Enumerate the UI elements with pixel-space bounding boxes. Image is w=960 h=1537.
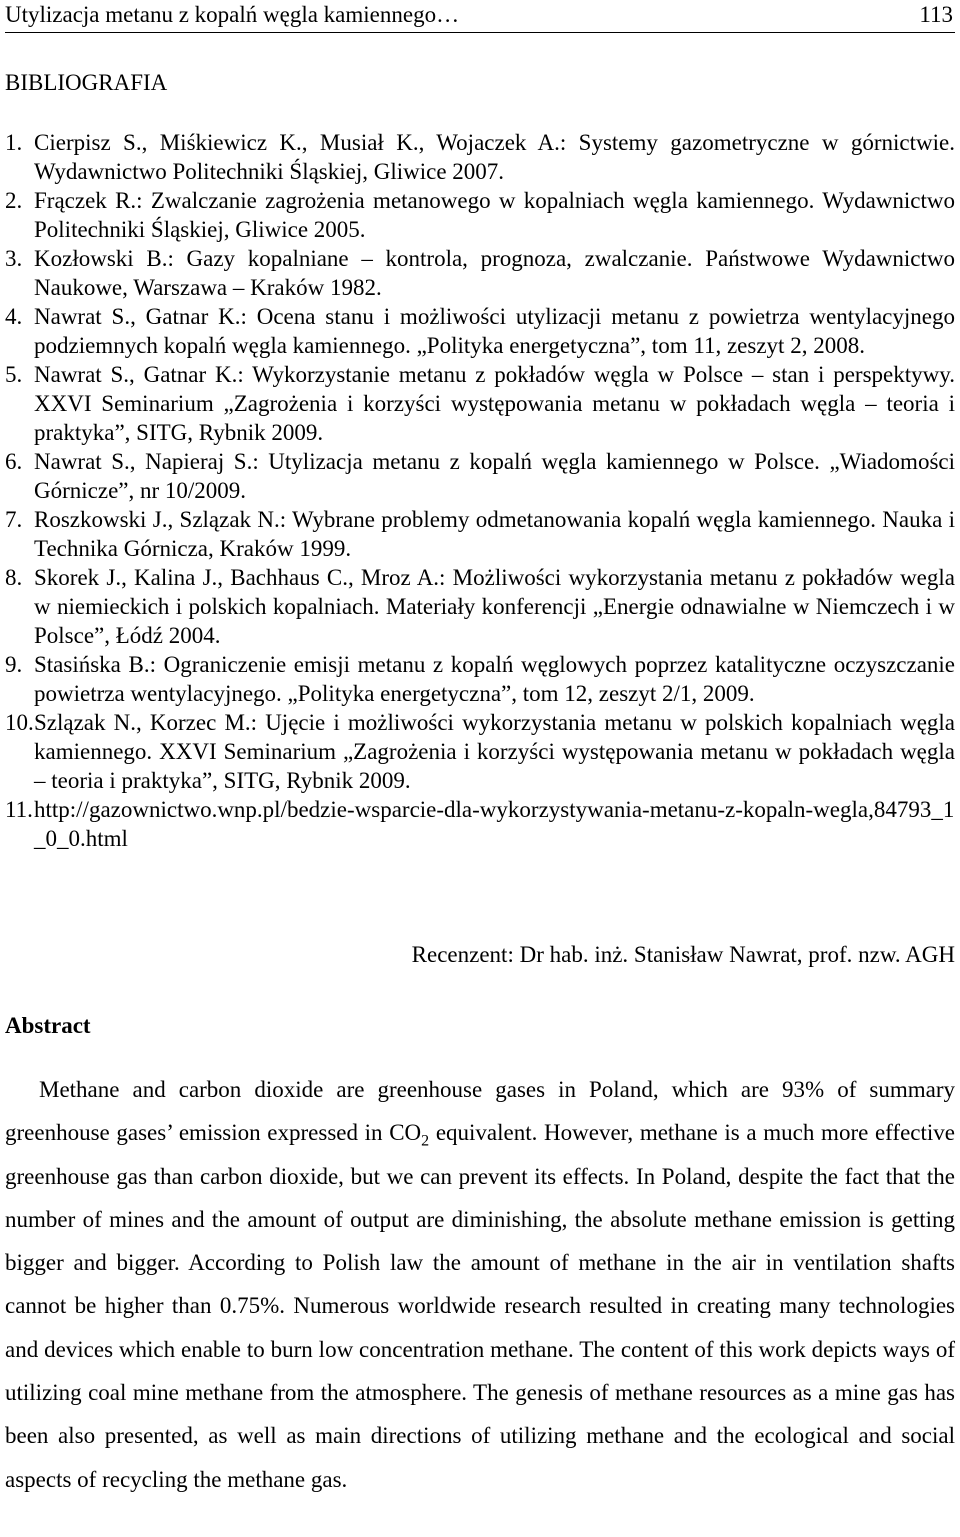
reference-number: 3. [5,246,23,271]
reference-number: 9. [5,652,23,677]
reference-item [5,186,955,244]
reference-number: 1. [5,130,23,155]
reference-number: 4. [5,304,23,329]
reference-text: Kozłowski B.: Gazy kopalniane – kontrola, prognoza, zwalczanie. Państwowe Wydawnictwo Naukowe, Warszawa – Kraków 1982. [34,246,955,300]
reference-list [5,128,955,853]
running-header [5,0,955,33]
abstract-heading: Abstract [5,1013,91,1038]
reference-item [5,360,955,447]
reference-item [5,244,955,302]
reference-item [5,563,955,650]
page-number: 113 [919,2,953,27]
running-title: Utylizacja metanu z kopalń węgla kamiennego… [5,2,460,27]
abstract-body [5,1068,955,1501]
reference-number: 8. [5,565,23,590]
reference-item [5,708,955,795]
reference-item [5,795,955,853]
bibliography-heading: BIBLIOGRAFIA [5,70,168,95]
reference-text: Nawrat S., Napieraj S.: Utylizacja metanu z kopalń węgla kamiennego w Polsce. „Wiadomości Górnicze”, nr 10/2009. [34,449,955,503]
reference-text: Skorek J., Kalina J., Bachhaus C., Mroz A.: Możliwości wykorzystania metanu z pokładów wegla w niemieckich i polskich kopalniach. Materiały konferencji „Energie odnawialne w Niemczech i w Polsce”, Łódź 2004. [34,565,955,648]
reference-text: Cierpisz S., Miśkiewicz K., Musiał K., Wojaczek A.: Systemy gazometryczne w górnictwie. Wydawnictwo Politechniki Śląskiej, Gliwice 2007. [34,130,955,184]
reference-number: 6. [5,449,23,474]
reference-number: 11. [5,797,33,822]
reference-number: 5. [5,362,23,387]
reference-text: Nawrat S., Gatnar K.: Wykorzystanie metanu z pokładów węgla w Polsce – stan i perspektywy. XXVI Seminarium „Zagrożenia i korzyści występowania metanu w pokładach węgla – teoria i praktyka”, SITG, Rybnik 2009. [34,362,955,445]
abstract-text-part1: Methane and carbon dioxide are greenhouse gases in Poland, which are 93% of summary greenhouse gases’ emission expressed in CO [5,1077,955,1146]
reference-number: 10. [5,710,34,735]
reference-item [5,302,955,360]
reference-item [5,128,955,186]
reference-number: 7. [5,507,23,532]
reviewer-note: Recenzent: Dr hab. inż. Stanisław Nawrat, prof. nzw. AGH [411,942,955,967]
reference-item [5,447,955,505]
reference-text: Stasińska B.: Ograniczenie emisji metanu z kopalń węglowych poprzez katalityczne oczyszczanie powietrza wentylacyjnego. „Polityka energetyczna”, tom 12, zeszyt 2/1, 2009. [34,652,955,706]
reference-item [5,505,955,563]
reference-number: 2. [5,188,23,213]
reference-text: Szlązak N., Korzec M.: Ujęcie i możliwości wykorzystania metanu w polskich kopalniach węgla kamiennego. XXVI Seminarium „Zagrożenia i korzyści występowania metanu w pokładach węgla – teoria i praktyka”, SITG, Rybnik 2009. [34,710,955,793]
abstract-text-part2: equivalent. However, methane is a much more effective greenhouse gas than carbon dioxide, but we can prevent its effects. In Poland, despite the fact that the number of mines and the amount of output are diminishing, the absolute methane emission is getting bigger and bigger. According to Polish law the amount of methane in the air in ventilation shafts cannot be higher than 0.75%. Numerous worldwide research resulted in creating many technologies and devices which enable to burn low concentration methane. The content of this work depicts ways of utilizing coal mine methane from the atmosphere. The genesis of methane resources as a mine gas has been also presented, as well as main directions of utilizing methane and the ecological and social aspects of recycling the methane gas. [5,1120,955,1492]
reference-text: Roszkowski J., Szlązak N.: Wybrane problemy odmetanowania kopalń węgla kamiennego. Nauka i Technika Górnicza, Kraków 1999. [34,507,955,561]
reference-text: Frączek R.: Zwalczanie zagrożenia metanowego w kopalniach węgla kamiennego. Wydawnictwo Politechniki Śląskiej, Gliwice 2005. [34,188,955,242]
co2-subscript: 2 [421,1132,430,1150]
reference-item [5,650,955,708]
reference-text: Nawrat S., Gatnar K.: Ocena stanu i możliwości utylizacji metanu z powietrza wentylacyjnego podziemnych kopalń węgla kamiennego. „Polityka energetyczna”, tom 11, zeszyt 2, 2008. [34,304,955,358]
reference-link-text: http://gazownictwo.wnp.pl/bedzie-wsparcie-dla-wykorzystywania-metanu-z-kopaln-wegla,84793_1_0_0.html [34,797,955,851]
